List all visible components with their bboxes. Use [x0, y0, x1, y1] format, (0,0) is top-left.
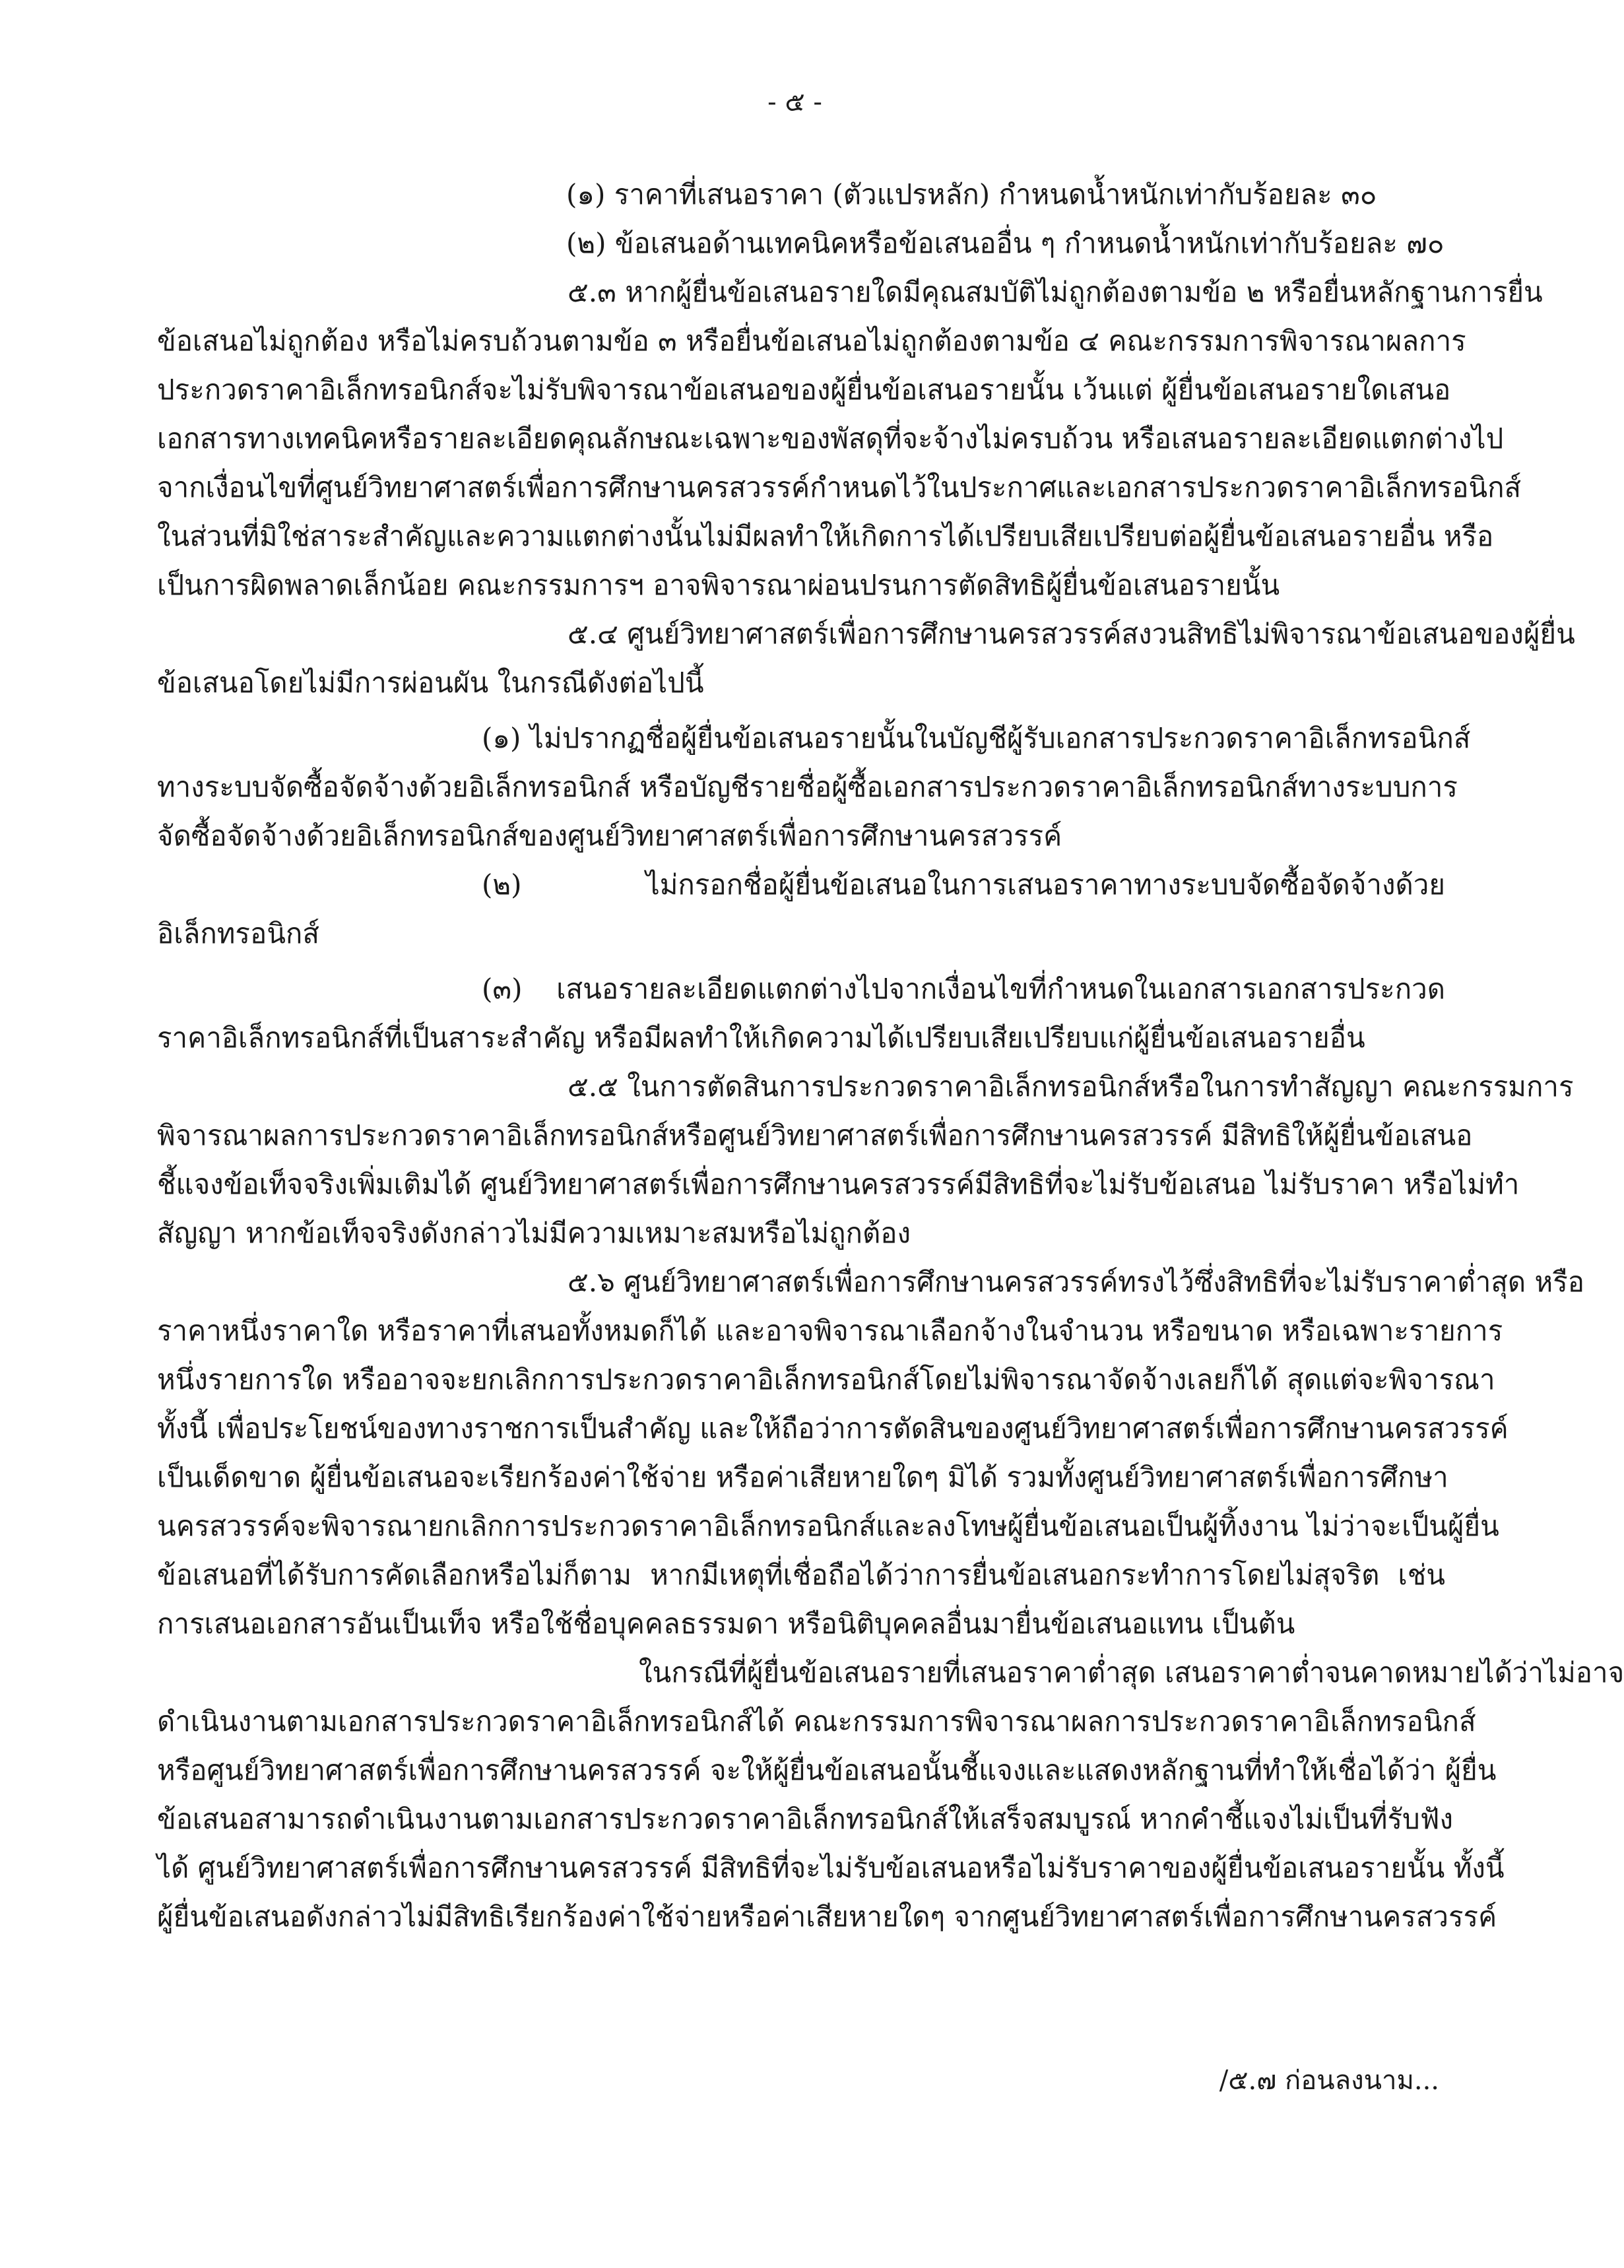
sub-item-line: อิเล็กทรอนิกส์: [157, 917, 319, 950]
paragraph-lowest-price: [157, 1648, 1624, 1941]
sub-item-line: ทางระบบจัดซื้อจัดจ้างด้วยอิเล็กทรอนิกส์ หรือบัญชีรายชื่อผู้ซื้อเอกสารประกวดราคาอิเล็กทรอนิกส์ทางระบบการ: [157, 771, 1458, 803]
clause-line: ในส่วนที่มิใช่สาระสำคัญและความแตกต่างนั้นไม่มีผลทำให้เกิดการได้เปรียบเสียเปรียบต่อผู้ยื่นข้อเสนอรายอื่น หรือ: [157, 520, 1494, 552]
clause-line: สัญญา หากข้อเท็จจริงดังกล่าวไม่มีความเหมาะสมหรือไม่ถูกต้อง: [157, 1217, 911, 1249]
paragraph-line: ดำเนินงานตามเอกสารประกวดราคาอิเล็กทรอนิกส์ได้ คณะกรรมการพิจารณาผลการประกวดราคาอิเล็กทรอนิกส์: [157, 1705, 1476, 1737]
weight-item-technical: (๒) ข้อเสนอด้านเทคนิคหรือข้อเสนออื่น ๆ กำหนดน้ำหนักเท่ากับร้อยละ ๗๐: [566, 227, 1445, 259]
clause-5-6: [157, 1258, 1585, 1648]
clause-line: ๕.๕ ในการตัดสินการประกวดราคาอิเล็กทรอนิกส์หรือในการทำสัญญา คณะกรรมการ: [568, 1070, 1574, 1103]
sub-item-line: ราคาอิเล็กทรอนิกส์ที่เป็นสาระสำคัญ หรือมีผลทำให้เกิดความได้เปรียบเสียเปรียบแก่ผู้ยื่นข้อเสนอรายอื่น: [157, 1021, 1365, 1054]
clause-5-4: [157, 610, 1575, 707]
clause-line: ข้อเสนอโดยไม่มีการผ่อนผัน ในกรณีดังต่อไปนี้: [157, 666, 704, 699]
paragraph-line: ได้ ศูนย์วิทยาศาสตร์เพื่อการศึกษานครสวรรค์ มีสิทธิที่จะไม่รับข้อเสนอหรือไม่รับราคาของผู้ยื่นข้อเสนอรายนั้น ทั้งนี้: [157, 1852, 1505, 1884]
paragraph-line: หรือศูนย์วิทยาศาสตร์เพื่อการศึกษานครสวรรค์ จะให้ผู้ยื่นข้อเสนอนั้นชี้แจงและแสดงหลักฐานที่ทำให้เชื่อได้ว่า ผู้ยื่น: [157, 1754, 1497, 1786]
document-body: [157, 170, 1624, 1941]
clause-line: เป็นการผิดพลาดเล็กน้อย คณะกรรมการฯ อาจพิจารณาผ่อนปรนการตัดสิทธิผู้ยื่นข้อเสนอรายนั้น: [157, 569, 1280, 601]
sub-item-line: (๑) ไม่ปรากฏชื่อผู้ยื่นข้อเสนอรายนั้นในบัญชีผู้รับเอกสารประกวดราคาอิเล็กทรอนิกส์: [482, 722, 1471, 754]
clause-line: ราคาหนึ่งราคาใด หรือราคาที่เสนอทั้งหมดก็ได้ และอาจพิจารณาเลือกจ้างในจำนวน หรือขนาด หรือเฉพาะรายการ: [157, 1314, 1503, 1347]
sub-item-line: (๓) เสนอรายละเอียดแตกต่างไปจากเงื่อนไขที่กำหนดในเอกสารเอกสารประกวด: [482, 973, 1445, 1005]
paragraph-line: ผู้ยื่นข้อเสนอดังกล่าวไม่มีสิทธิเรียกร้องค่าใช้จ่ายหรือค่าเสียหายใดๆ จากศูนย์วิทยาศาสตร์เพื่อการศึกษานครสวรรค์: [157, 1900, 1497, 1933]
clause-5-5: [157, 1062, 1574, 1258]
clause-line: การเสนอเอกสารอันเป็นเท็จ หรือใช้ชื่อบุคคลธรรมดา หรือนิติบุคคลอื่นมายื่นข้อเสนอแทน เป็นต้น: [157, 1607, 1295, 1640]
weight-item-price: (๑) ราคาที่เสนอราคา (ตัวแปรหลัก) กำหนดน้ำหนักเท่ากับร้อยละ ๓๐: [566, 178, 1377, 211]
clause-5-4-item-1: [157, 714, 1471, 860]
clause-line: ๕.๔ ศูนย์วิทยาศาสตร์เพื่อการศึกษานครสวรรค์สงวนสิทธิไม่พิจารณาข้อเสนอของผู้ยื่น: [568, 618, 1575, 650]
clause-line: ๕.๓ หากผู้ยื่นข้อเสนอรายใดมีคุณสมบัติไม่ถูกต้องตามข้อ ๒ หรือยื่นหลักฐานการยื่น: [568, 276, 1543, 308]
continuation-note: /๕.๗ ก่อนลงนาม...: [1219, 2065, 1439, 2096]
paragraph-line: ในกรณีที่ผู้ยื่นข้อเสนอรายที่เสนอราคาต่ำสุด เสนอราคาต่ำจนคาดหมายได้ว่าไม่อาจ: [639, 1656, 1624, 1689]
clause-line: ทั้งนี้ เพื่อประโยชน์ของทางราชการเป็นสำคัญ และให้ถือว่าการตัดสินของศูนย์วิทยาศาสตร์เพื่อการศึกษานครสวรรค์: [157, 1412, 1509, 1444]
clause-5-4-item-3: [157, 965, 1445, 1062]
weight-list: [157, 170, 1445, 268]
page-number: - ๕ -: [767, 87, 822, 117]
paragraph-line: ข้อเสนอสามารถดำเนินงานตามเอกสารประกวดราคาอิเล็กทรอนิกส์ให้เสร็จสมบูรณ์ หากคำชี้แจงไม่เป็นที่รับฟัง: [157, 1803, 1453, 1835]
clause-5-4-item-2: [157, 860, 1445, 958]
clause-line: ประกวดราคาอิเล็กทรอนิกส์จะไม่รับพิจารณาข้อเสนอของผู้ยื่นข้อเสนอรายนั้น เว้นแต่ ผู้ยื่นข้อเสนอรายใดเสนอ: [157, 373, 1451, 406]
clause-5-3: [157, 268, 1543, 610]
clause-line: ๕.๖ ศูนย์วิทยาศาสตร์เพื่อการศึกษานครสวรรค์ทรงไว้ซึ่งสิทธิที่จะไม่รับราคาต่ำสุด หรือ: [568, 1266, 1585, 1298]
sub-item-line: จัดซื้อจัดจ้างด้วยอิเล็กทรอนิกส์ของศูนย์วิทยาศาสตร์เพื่อการศึกษานครสวรรค์: [157, 820, 1062, 852]
clause-line: ชี้แจงข้อเท็จจริงเพิ่มเติมได้ ศูนย์วิทยาศาสตร์เพื่อการศึกษานครสวรรค์มีสิทธิที่จะไม่รับข้อเสนอ ไม่รับราคา หรือไม่ทำ: [157, 1168, 1520, 1200]
clause-line: ข้อเสนอที่ได้รับการคัดเลือกหรือไม่ก็ตาม หากมีเหตุที่เชื่อถือได้ว่าการยื่นข้อเสนอกระทำการโดยไม่สุจริต เช่น: [157, 1559, 1445, 1591]
clause-line: ข้อเสนอไม่ถูกต้อง หรือไม่ครบถ้วนตามข้อ ๓ หรือยื่นข้อเสนอไม่ถูกต้องตามข้อ ๔ คณะกรรมการพิจารณาผลการ: [157, 325, 1466, 357]
clause-line: พิจารณาผลการประกวดราคาอิเล็กทรอนิกส์หรือศูนย์วิทยาศาสตร์เพื่อการศึกษานครสวรรค์ มีสิทธิให้ผู้ยื่นข้อเสนอ: [157, 1119, 1473, 1151]
clause-line: จากเงื่อนไขที่ศูนย์วิทยาศาสตร์เพื่อการศึกษานครสวรรค์กำหนดไว้ในประกาศและเอกสารประกวดราคาอิเล็กทรอนิกส์: [157, 471, 1522, 503]
sub-item-line: (๒) ไม่กรอกชื่อผู้ยื่นข้อเสนอในการเสนอราคาทางระบบจัดซื้อจัดจ้างด้วย: [482, 868, 1445, 901]
clause-line: เอกสารทางเทคนิคหรือรายละเอียดคุณลักษณะเฉพาะของพัสดุที่จะจ้างไม่ครบถ้วน หรือเสนอรายละเอียดแตกต่างไป: [157, 422, 1504, 455]
clause-line: นครสวรรค์จะพิจารณายกเลิกการประกวดราคาอิเล็กทรอนิกส์และลงโทษผู้ยื่นข้อเสนอเป็นผู้ทิ้งงาน ไม่ว่าจะเป็นผู้ยื่น: [157, 1510, 1499, 1542]
clause-line: เป็นเด็ดขาด ผู้ยื่นข้อเสนอจะเรียกร้องค่าใช้จ่าย หรือค่าเสียหายใดๆ มิได้ รวมทั้งศูนย์วิทยาศาสตร์เพื่อการศึกษา: [157, 1461, 1448, 1493]
clause-line: หนึ่งรายการใด หรืออาจจะยกเลิกการประกวดราคาอิเล็กทรอนิกส์โดยไม่พิจารณาจัดจ้างเลยก็ได้ สุดแต่จะพิจารณา: [157, 1363, 1495, 1396]
